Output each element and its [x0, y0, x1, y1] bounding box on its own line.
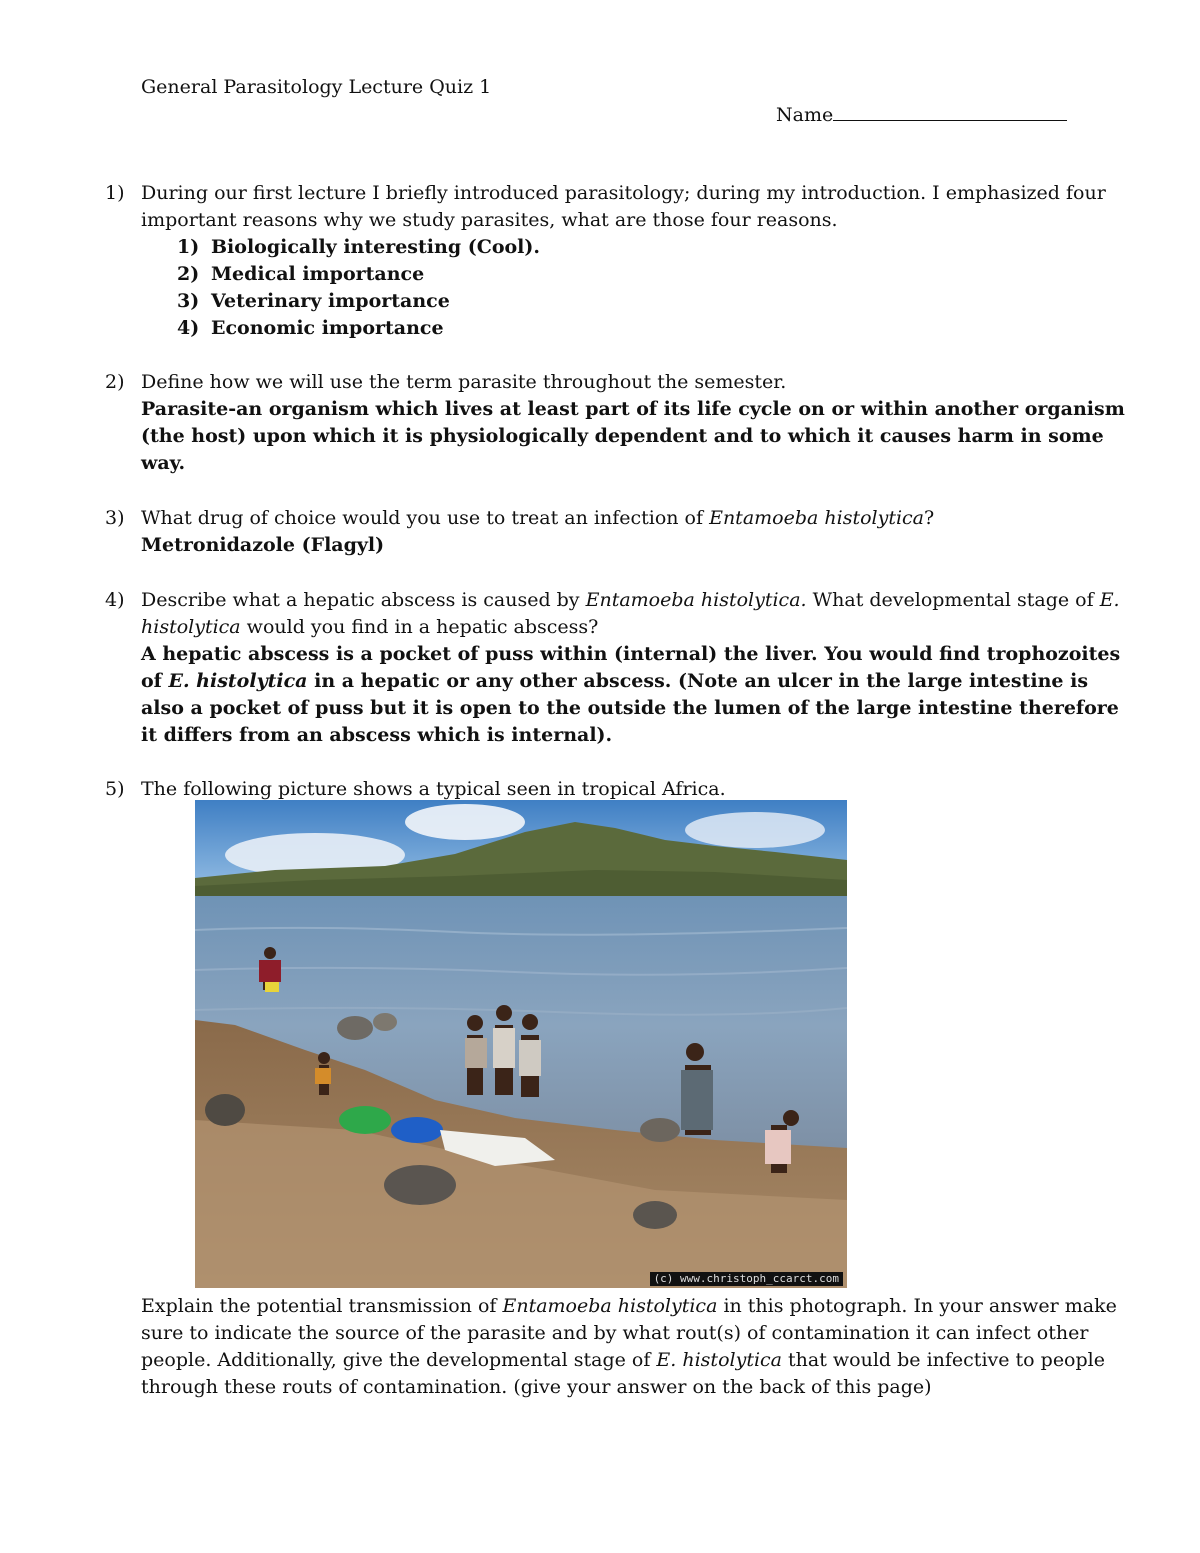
question-1: [105, 180, 1141, 342]
question-number: 2): [105, 371, 125, 393]
question-4: [105, 587, 1141, 749]
answer-text: Metronidazole (Flagyl): [141, 534, 385, 556]
question-5: [105, 776, 1141, 803]
lake-scene-image: [195, 800, 847, 1288]
quiz-title: General Parasitology Lecture Quiz 1: [141, 76, 492, 98]
question-5-followup: Explain the potential transmission of Entamoeba histolytica in this photograph. In your answer make sure to indicate the source of the parasite and by what rout(s) of contamination it can infect other people. Additionally, give the developmental stage of E. histolytica that would be infective to people through these routs of contamination. (give your answer on the back of this page): [141, 1295, 1117, 1398]
question-2: [105, 369, 1141, 477]
name-label: Name: [776, 104, 834, 126]
question-text: During our first lecture I briefly introduced parasitology; during my introduction. I emphasized four important reasons why we study parasites, what are those four reasons.: [141, 182, 1106, 231]
answer-item: 3) Veterinary importance: [177, 290, 450, 312]
question-number: 5): [105, 778, 125, 800]
question-3: [105, 505, 1141, 559]
question-number: 1): [105, 182, 125, 204]
answer-text: A hepatic abscess is a pocket of puss within (internal) the liver. You would find trophozoites of E. histolytica in a hepatic or any other abscess. (Note an ulcer in the large intestine is also a pocket of puss but it is open to the outside the lumen of the large intestine therefore it differs from an abscess which is internal).: [141, 643, 1121, 746]
answer-text: Parasite-an organism which lives at least part of its life cycle on or within another organism (the host) upon which it is physiologically dependent and to which it causes harm in some way.: [141, 398, 1125, 474]
question-text: Define how we will use the term parasite throughout the semester.: [141, 371, 787, 393]
answer-item: 1) Biologically interesting (Cool).: [177, 236, 540, 258]
question-text: Describe what a hepatic abscess is caused by Entamoeba histolytica. What developmental stage of E. histolytica would you find in a hepatic abscess?: [141, 589, 1120, 638]
question-number: 4): [105, 589, 125, 611]
lake-photograph: [195, 800, 847, 1288]
answer-item: 4) Economic importance: [177, 317, 444, 339]
name-blank-line: [833, 100, 1067, 121]
answer-item: 2) Medical importance: [177, 263, 425, 285]
question-text: The following picture shows a typical seen in tropical Africa.: [141, 778, 726, 800]
name-field: [776, 100, 1067, 129]
question-text: What drug of choice would you use to treat an infection of Entamoeba histolytica?: [141, 507, 935, 529]
photo-watermark: (c) www.christoph_ccarct.com: [650, 1272, 843, 1286]
answer-list: [141, 234, 1141, 342]
question-number: 3): [105, 507, 125, 529]
